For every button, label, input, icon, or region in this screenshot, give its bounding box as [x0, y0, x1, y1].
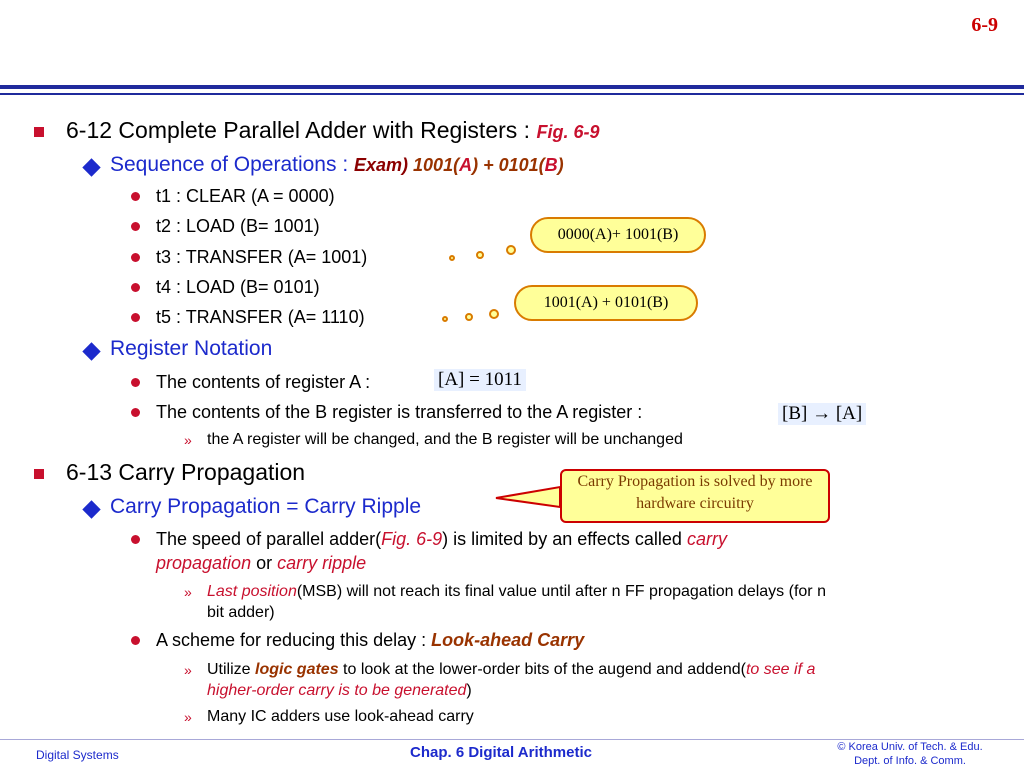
footer-course: Digital Systems	[36, 748, 119, 762]
reg-b-text: The contents of the B register is transferred to the A register :	[156, 402, 643, 422]
register-notation-heading: Register Notation	[110, 337, 273, 360]
footer-chapter: Chap. 6 Digital Arithmetic	[410, 744, 592, 761]
speed-fig-ref: Fig. 6-9	[381, 529, 443, 549]
footer-copyright	[820, 740, 1000, 768]
utilize-line1	[207, 661, 815, 679]
exam-reg-a: A	[459, 155, 473, 175]
bullet-chevron-icon: »	[184, 662, 192, 678]
speed-text-line1	[156, 529, 727, 550]
many-ic-text: Many IC adders use look-ahead carry	[207, 708, 474, 725]
bullet-chevron-icon: »	[184, 432, 192, 448]
utilize-d: higher-order carry is to be generated	[207, 682, 467, 699]
bullet-dot-icon	[131, 378, 140, 387]
last-position-line1	[207, 583, 826, 601]
reg-a-text: The contents of register A :	[156, 372, 371, 392]
bullet-dot-icon	[131, 535, 140, 544]
step-t5: t5 : TRANSFER (A= 1110)	[156, 307, 365, 327]
header-rule-thin	[0, 93, 1024, 95]
logic-gates-term: logic gates	[255, 661, 339, 678]
bullet-chevron-icon: »	[184, 709, 192, 725]
bullet-dot-icon	[131, 192, 140, 201]
sequence-of-operations	[110, 153, 564, 177]
utilize-e: )	[466, 682, 472, 699]
speed-propagation: propagation	[156, 553, 252, 573]
lookahead-term: Look-ahead Carry	[431, 630, 585, 650]
fig-ref: Fig. 6-9	[536, 122, 600, 142]
thought-dot	[489, 309, 499, 319]
speed-b: ) is limited by an effects called	[442, 529, 687, 549]
bullet-square-icon	[34, 469, 44, 479]
carry-ripple-heading: Carry Propagation = Carry Ripple	[110, 495, 422, 518]
bullet-square-icon	[34, 127, 44, 137]
scheme-text	[156, 630, 584, 651]
step-t1: t1 : CLEAR (A = 0000)	[156, 186, 335, 206]
exam-expr-a: 1001(	[408, 155, 460, 175]
step-t3: t3 : TRANSFER (A= 1001)	[156, 247, 368, 267]
callout-pointer	[494, 485, 564, 509]
last-position-line2: bit adder)	[207, 604, 275, 621]
footer-copyright-line1: © Korea Univ. of Tech. & Edu.	[837, 741, 983, 753]
page-number: 6-9	[971, 14, 998, 36]
utilize-b: to look at the lower-order bits of the augend and addend(	[338, 661, 746, 678]
thought-dot	[476, 251, 484, 259]
speed-a: The speed of parallel adder(	[156, 529, 382, 549]
reg-b-note: the A register will be changed, and the B register will be unchanged	[207, 431, 683, 448]
thought-dot	[506, 245, 516, 255]
seq-label: Sequence of Operations :	[110, 153, 354, 176]
scheme-label: A scheme for reducing this delay :	[156, 630, 432, 650]
bullet-dot-icon	[131, 222, 140, 231]
speed-text-line2	[156, 553, 366, 574]
speed-or: or	[251, 553, 278, 573]
bullet-diamond-icon	[82, 158, 100, 176]
exam-label: Exam)	[354, 155, 409, 175]
bullet-dot-icon	[131, 283, 140, 292]
thought-dot	[465, 313, 473, 321]
bullet-dot-icon	[131, 408, 140, 417]
utilize-c: to see if a	[745, 661, 816, 678]
section-heading-6-12	[66, 117, 599, 144]
thought-dot	[449, 255, 455, 261]
step-t2: t2 : LOAD (B= 1001)	[156, 216, 320, 236]
callout-cloud-t5: 1001(A) + 0101(B)	[514, 285, 698, 321]
bullet-dot-icon	[131, 313, 140, 322]
bullet-dot-icon	[131, 636, 140, 645]
callout-cloud-t3: 0000(A)+ 1001(B)	[530, 217, 706, 253]
thought-dot	[442, 316, 448, 322]
heading-text: 6-12 Complete Parallel Adder with Registers :	[66, 117, 537, 143]
carry-propagation-callout: Carry Propagation is solved by more hardware circuitry	[560, 469, 830, 523]
step-t4: t4 : LOAD (B= 0101)	[156, 277, 320, 297]
formula-a-equals: [A] = 1011	[434, 369, 526, 391]
bullet-dot-icon	[131, 253, 140, 262]
formula-b-to-a: [B] → [A]	[778, 403, 866, 425]
exam-reg-b: B	[544, 155, 558, 175]
header-rule	[0, 85, 1024, 89]
footer-copyright-line2: Dept. of Info. & Comm.	[854, 755, 966, 767]
utilize-a: Utilize	[207, 661, 256, 678]
bullet-chevron-icon: »	[184, 584, 192, 600]
bullet-diamond-icon	[82, 342, 100, 360]
speed-carry: carry	[686, 529, 727, 549]
speed-carry-ripple: carry ripple	[277, 553, 367, 573]
bullet-diamond-icon	[82, 500, 100, 518]
exam-close: )	[557, 155, 564, 175]
section-heading-6-13: 6-13 Carry Propagation	[66, 459, 306, 485]
last-position-term: Last position	[207, 583, 297, 600]
last-position-rest: (MSB) will not reach its final value until after n FF propagation delays (for n	[296, 583, 826, 600]
utilize-line2	[207, 682, 472, 700]
exam-expr-b: ) + 0101(	[472, 155, 545, 175]
